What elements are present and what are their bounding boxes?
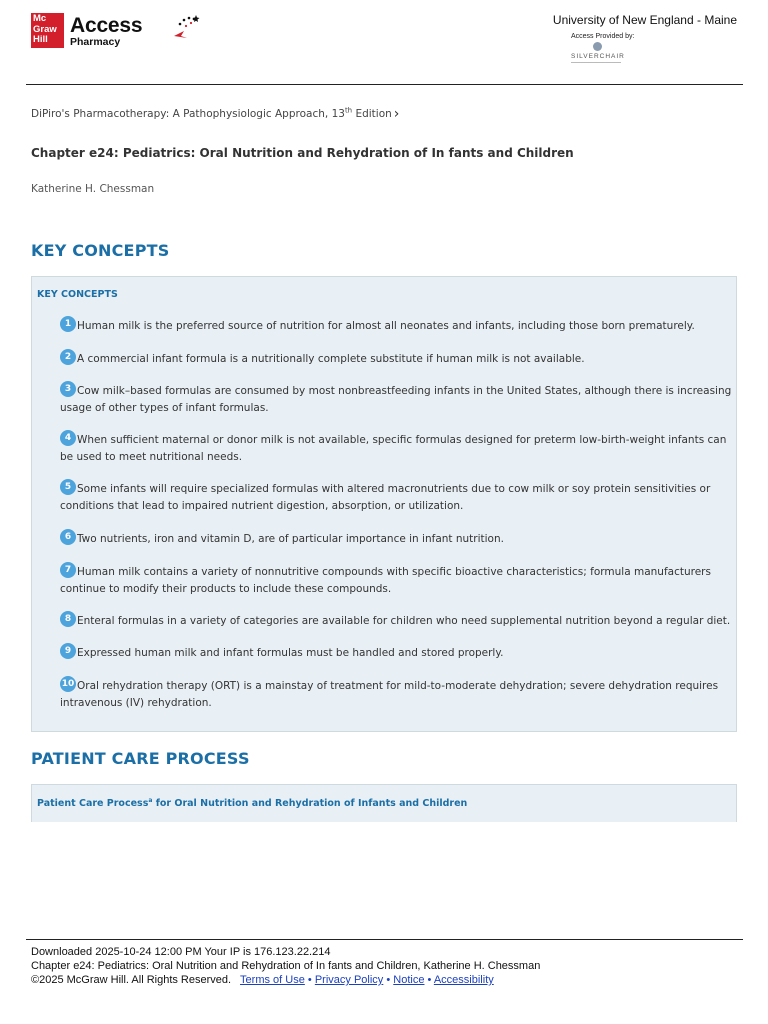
key-concept-item: [60, 529, 732, 548]
brand-name: Access: [70, 14, 143, 37]
notice-link[interactable]: Notice: [393, 974, 425, 986]
logo-line-3: Hill: [33, 34, 48, 45]
footer: [31, 945, 540, 987]
copyright-line: [31, 973, 540, 987]
patient-care-process-box: [31, 784, 737, 822]
concept-text: When sufficient maternal or donor milk is not available, specific formulas designed for preterm low-birth-weight infants can be used to meet nutritional needs.: [60, 434, 727, 463]
key-concept-item: [60, 676, 732, 712]
key-concepts-heading: KEY CONCEPTS: [31, 241, 170, 260]
key-concepts-box: [31, 276, 737, 732]
concept-text: Human milk is the preferred source of nutrition for almost all neonates and infants, including those born prematurely.: [77, 320, 695, 332]
logo-line-2: Graw: [33, 23, 57, 35]
globe-icon: [593, 42, 602, 51]
concept-number-badge: 6: [60, 529, 76, 545]
concept-text: Oral rehydration therapy (ORT) is a mainstay of treatment for mild-to-moderate dehydration; severe dehydration requires intravenous (IV) rehydration.: [60, 680, 719, 709]
privacy-policy-link[interactable]: Privacy Policy: [314, 974, 384, 986]
sparkle-dots-icon: [174, 12, 204, 42]
concept-number-badge: 7: [60, 562, 76, 578]
access-provided-label: Access Provided by:: [571, 33, 635, 40]
concept-text: Human milk contains a variety of nonnutritive compounds with specific bioactive characteristics; formula manufacturers continue to modify their products to include these compounds.: [60, 566, 711, 595]
chevron-right-icon[interactable]: ›: [393, 106, 400, 122]
key-concept-item: [60, 479, 732, 515]
key-concept-item: [60, 611, 732, 630]
footer-divider: [26, 939, 743, 940]
key-concept-item: [60, 430, 732, 466]
edition-suffix: Edition: [352, 108, 392, 120]
concept-text: A commercial infant formula is a nutritionally complete substitute if human milk is not available.: [77, 353, 585, 365]
copyright-text: ©2025 McGraw Hill. All Rights Reserved.: [31, 974, 232, 986]
concept-text: Two nutrients, iron and vitamin D, are of particular importance in infant nutrition.: [77, 533, 504, 545]
key-concept-item: [60, 316, 732, 335]
silverchair-logo: [571, 42, 631, 64]
institution-name: University of New England - Maine: [552, 13, 737, 27]
logo-underline: [571, 62, 621, 63]
box-title-main: Patient Care Process: [37, 798, 149, 810]
header-divider: [26, 84, 743, 85]
concept-number-badge: 5: [60, 479, 76, 495]
concept-number-badge: 9: [60, 643, 76, 659]
concept-number-badge: 4: [60, 430, 76, 446]
brand-subtitle: Pharmacy: [70, 36, 121, 48]
accessibility-link[interactable]: Accessibility: [433, 974, 494, 986]
box-title-footnote-marker: a: [148, 797, 153, 804]
provider-logo-text: SILVERCHAIR: [571, 53, 625, 60]
citation-line: Chapter e24: Pediatrics: Oral Nutrition and Rehydration of In fants and Children, Katherine H. Chessman: [31, 960, 541, 972]
edition-superscript: th: [344, 106, 353, 115]
logo-line-1: Mc: [33, 13, 47, 24]
terms-of-use-link[interactable]: Terms of Use: [240, 974, 305, 986]
patient-care-process-box-title: [37, 797, 467, 809]
concept-number-badge: 2: [60, 349, 76, 365]
concept-text: Enteral formulas in a variety of categories are available for children who need supplemental nutrition beyond a regular diet.: [77, 615, 731, 627]
key-concept-item: [60, 562, 732, 598]
link-separator: •: [386, 974, 391, 986]
chapter-title: Chapter e24: Pediatrics: Oral Nutrition and Rehydration of In fants and Children: [31, 146, 574, 160]
access-pharmacy-wordmark: [70, 13, 180, 48]
patient-care-process-heading: PATIENT CARE PROCESS: [31, 749, 250, 768]
link-separator: •: [427, 974, 432, 986]
mcgraw-hill-access-pharmacy-logo[interactable]: [31, 13, 180, 48]
key-concept-item: [60, 643, 732, 662]
concept-number-badge: 1: [60, 316, 76, 332]
download-info: Downloaded 2025-10-24 12:00 PM Your IP is 176.123.22.214: [31, 946, 331, 958]
box-title-rest: for Oral Nutrition and Rehydration of Infants and Children: [152, 798, 468, 810]
key-concept-item: [60, 349, 732, 368]
concept-text: Cow milk–based formulas are consumed by most nonbreastfeeding infants in the United States, although there is increasing usage of other types of infant formulas.: [60, 385, 732, 414]
breadcrumb-book-title[interactable]: DiPiro's Pharmacotherapy: A Pathophysiologic Approach, 13: [31, 108, 345, 120]
concept-text: Some infants will require specialized formulas with altered macronutrients due to cow milk or soy protein sensitivities or conditions that lead to impaired nutrient digestion, absorption, or utilization.: [60, 483, 711, 512]
link-separator: •: [307, 974, 312, 986]
concept-text: Expressed human milk and infant formulas must be handled and stored properly.: [77, 647, 504, 659]
breadcrumb[interactable]: [31, 106, 399, 122]
author-name[interactable]: Katherine H. Chessman: [31, 183, 155, 195]
mcgraw-hill-logo: [31, 13, 64, 48]
concept-number-badge: 3: [60, 381, 76, 397]
concept-number-badge: 8: [60, 611, 76, 627]
key-concept-item: [60, 381, 732, 417]
concept-number-badge: 10: [60, 676, 76, 692]
key-concepts-box-title: KEY CONCEPTS: [37, 289, 118, 300]
